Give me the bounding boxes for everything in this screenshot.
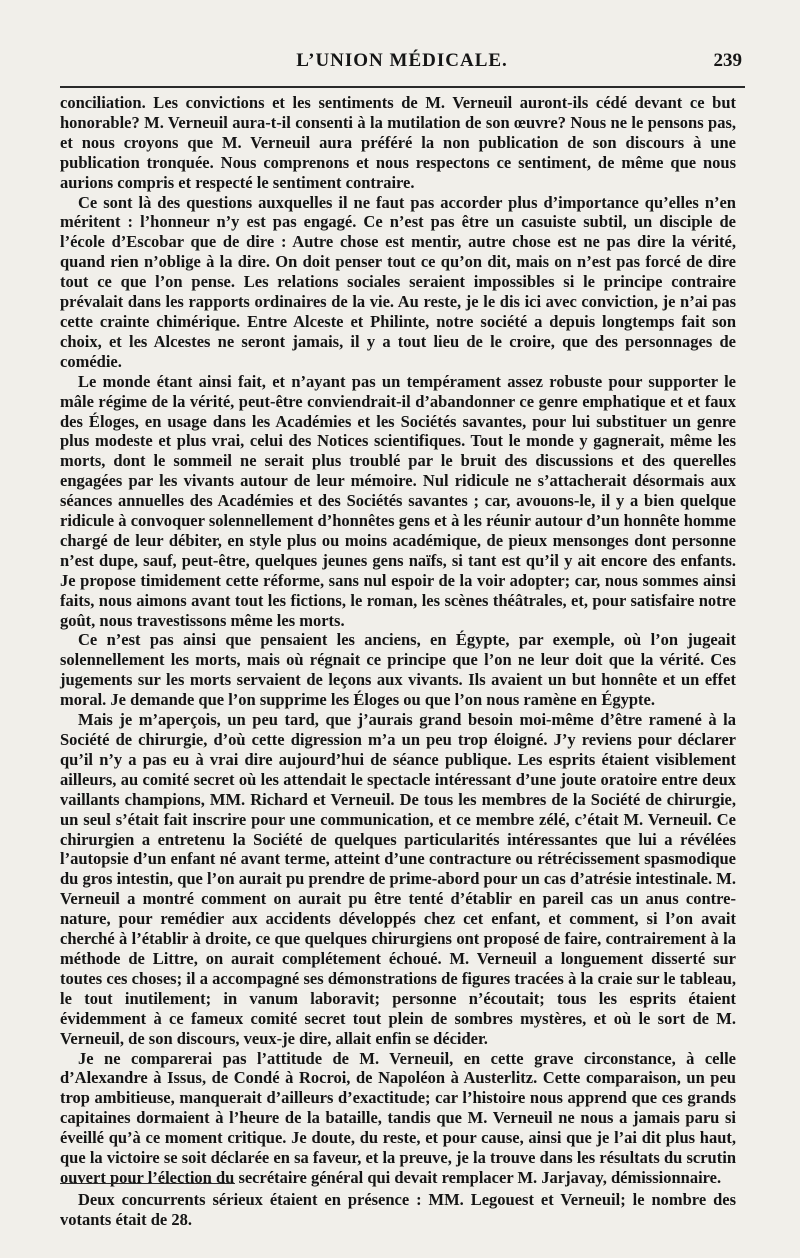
- footnote: Deux concurrents sérieux étaient en présence : MM. Legouest et Verneuil; le nombre des votants était de 28.: [60, 1190, 736, 1229]
- page-number: 239: [713, 50, 742, 71]
- journal-title: L’UNION MÉDICALE.: [296, 50, 508, 71]
- paragraph-egypte: Ce n’est pas ainsi que pensaient les anciens, en Égypte, par exemple, où l’on jugeait solennellement les morts, mais où régnait ce principe que l’on ne leur doit que la vérité. Ces jugements sur les morts servaient de leçons aux vivants. Ils avaient un but honnête et un effet moral. Je demande que l’on supprime les Éloges ou que l’on nous ramène en Égypte.: [60, 630, 736, 710]
- article-body: [60, 93, 736, 1188]
- paragraph-questions: Ce sont là des questions auxquelles il ne faut pas accorder plus d’importance qu’elles n’en méritent : l’honneur n’y est pas engagé. Ce n’est pas être un casuiste subtil, un disciple de l’école d’Escobar que de dire : Autre chose est mentir, autre chose est ne pas dire la vérité, quand rien n’oblige à la dire. On doit penser tout ce qu’on dit, mais on n’est pas forcé de dire tout ce que l’on pense. Les relations sociales seraient impossibles si le principe contraire prévalait dans les rapports ordinaires de la vie. Au reste, je le dis ici avec conviction, je n’ai pas cette crainte chimérique. Entre Alceste et Philinte, notre société a depuis longtemps fait son choix, et les Alcestes ne seront jamais, il y a tout lieu de le croire, que des personnages de comédie.: [60, 192, 736, 371]
- paragraph-societe-chirurgie: Mais je m’aperçois, un peu tard, que j’aurais grand besoin moi-même d’être ramené à la Société de chirurgie, d’où cette digression m’a un peu trop éloigné. J’y reviens pour déclarer qu’il n’y a pas eu à vrai dire aujourd’hui de séance publique. Les esprits étaient visiblement ailleurs, au comité secret où les attendait le spectacle intéressant d’une joute oratoire entre deux vaillants champions, MM. Richard et Verneuil. De tous les membres de la Société de chirurgie, un seul s’était fait inscrire pour une communication, et ce membre zélé, c’était M. Verneuil. Ce chirurgien a entretenu la Société de quelques particularités intéressantes que lui a révélées l’autopsie d’un enfant né avant terme, atteint d’une contracture ou rétrécissement spasmodique du gros intestin, que l’on aurait pu prendre de prime-abord pour un cas d’atrésie intestinale. M. Verneuil a montré comment on aurait pu être tenté d’établir en pareil cas un anus contre-nature, pour remédier aux accidents développés chez cet enfant, et comment, si l’on avait cherché à l’établir à droite, ce que quelques chirurgiens ont proposé de faire, contrairement à la méthode de Littre, on aurait complétement échoué. M. Verneuil a longuement disserté sur toutes ces choses; il a accompagné ses démonstrations de figures tracées à la craie sur le tableau, le tout inutilement; in vanum laboravit; personne n’écoutait; tous les esprits étaient évidemment à ce fameux comité secret tout plein de sombres mystères, et où le sort de M. Verneuil, de son discours, veux-je dire, allait enfin se décider.: [60, 710, 736, 1048]
- paragraph-conciliation: conciliation. Les convictions et les sentiments de M. Verneuil auront-ils cédé devant ce but honorable? M. Verneuil aura-t-il consenti à la mutilation de son œuvre? Nous ne le pensons pas, et nous croyons que M. Verneuil aura préféré la non publication de son discours à une publication tronquée. Nous comprenons et nous respectons ce sentiment, de même que nous aurions compris et respecté le sentiment contraire.: [60, 93, 736, 192]
- header-rule: [60, 86, 745, 88]
- footnote-rule: [60, 1183, 235, 1184]
- paragraph-comparaison: Je ne comparerai pas l’attitude de M. Verneuil, en cette grave circonstance, à celle d’Alexandre à Issus, de Condé à Rocroi, de Napoléon à Austerlitz. Cette comparaison, un peu trop ambitieuse, manquerait d’ailleurs d’exactitude; car l’histoire nous apprend que ces grands capitaines dormaient à l’heure de la bataille, tandis que M. Verneuil ne nous a jamais paru si éveillé qu’à ce moment critique. Je doute, du reste, et pour cause, ainsi que je l’ai dit plus haut, que la victoire se soit déclarée en sa faveur, et la preuve, je la trouve dans les résultats du scrutin ouvert pour l’élection du secrétaire général qui devait remplacer M. Jarjavay, démissionnaire.: [60, 1048, 736, 1187]
- footnote-area: [60, 1190, 736, 1230]
- paragraph-monde: Le monde étant ainsi fait, et n’ayant pas un tempérament assez robuste pour supporter le mâle régime de la vérité, peut-être conviendrait-il d’abandonner ce genre emphatique et et faux des Éloges, en usage dans les Académies et les Sociétés savantes, pour lui substituer un genre plus modeste et plus vrai, celui des Notices scientifiques. Tout le monde y gagnerait, même les morts, dont le sommeil ne serait plus troublé par le bruit des discussions et des querelles engagées par les vivants autour de leur mémoire. Nul ridicule ne s’attacherait désormais aux séances annuelles des Académies et des Sociétés savantes ; car, avouons-le, il y a bien quelque ridicule à convoquer solennellement d’honnêtes gens et à les réunir autour d’un honnête homme chargé de leur débiter, en style plus ou moins académique, de pieux mensonges dont personne n’est dupe, sauf, peut-être, quelques jeunes gens naïfs, si tant est qu’il y ait encore des enfants. Je propose timidement cette réforme, sans nul espoir de la voir adopter; car, nous sommes ainsi faits, nous aimons avant tout les fictions, le roman, les scènes théâtrales, et, pour satisfaire notre goût, nous travestissons même les morts.: [60, 371, 736, 630]
- running-head: [62, 50, 742, 74]
